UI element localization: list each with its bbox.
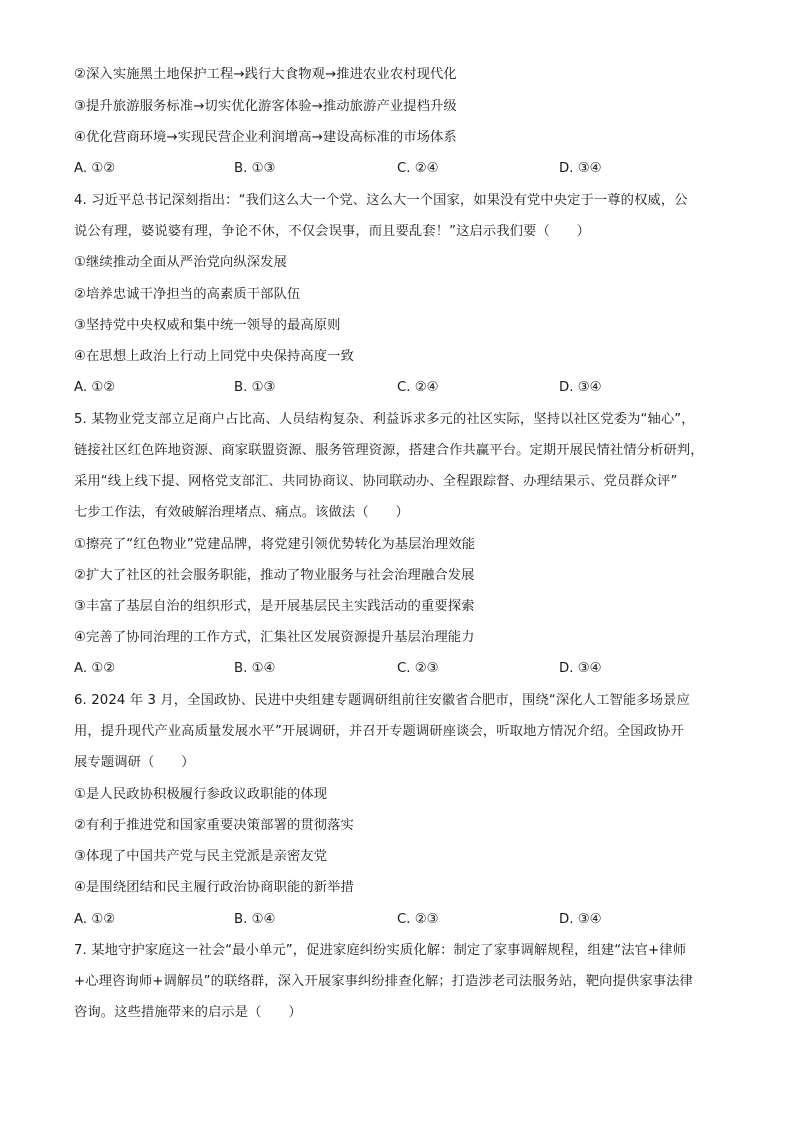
q6-option-1: ①是人民政协积极履行参政议政职能的体现 — [74, 787, 328, 802]
q3-choice-c: C. ②④ — [397, 161, 439, 176]
q4-choice-a: A. ①② — [74, 380, 116, 395]
q5-option-1: ①擦亮了“红色物业”党建品牌，将党建引领优势转化为基层治理效能 — [74, 537, 476, 552]
q5-stem-line-1: 5. 某物业党支部立足商户占比高、人员结构复杂、利益诉求多元的社区实际，坚持以社区党委为“轴心”， — [74, 412, 695, 427]
q5-option-4: ④完善了协同治理的工作方式，汇集社区发展资源提升基层治理能力 — [74, 630, 475, 645]
q5-choice-d: D. ③④ — [559, 661, 602, 676]
q4-choice-c: C. ②④ — [397, 380, 439, 395]
q5-option-2: ②扩大了社区的社会服务职能，推动了物业服务与社会治理融合发展 — [74, 568, 475, 583]
q5-stem-line-2: 链接社区红色阵地资源、商家联盟资源、服务管理资源，搭建合作共赢平台。定期开展民情社情分析研判， — [74, 443, 704, 458]
q4-option-2: ②培养忠诚干净担当的高素质干部队伍 — [74, 287, 301, 302]
q6-choice-d: D. ③④ — [559, 912, 602, 927]
q4-choice-d: D. ③④ — [559, 380, 602, 395]
q6-choice-a: A. ①② — [74, 912, 116, 927]
q4-option-3: ③坚持党中央权威和集中统一领导的最高原则 — [74, 318, 341, 333]
q5-choice-b: B. ①④ — [234, 661, 276, 676]
q4-choice-b: B. ①③ — [234, 380, 276, 395]
q4-option-1: ①继续推动全面从严治党向纵深发展 — [74, 255, 287, 270]
q4-stem-line-2: 说公有理，婆说婆有理，争论不休，不仅会误事，而且要乱套！”这启示我们要（ ） — [74, 224, 591, 239]
q6-option-4: ④是围绕团结和民主履行政治协商职能的新举措 — [74, 880, 354, 895]
q5-option-3: ③丰富了基层自治的组织形式，是开展基层民主实践活动的重要探索 — [74, 599, 475, 614]
q3-choice-a: A. ①② — [74, 161, 116, 176]
q4-answer-choices — [74, 379, 634, 397]
q6-answer-choices — [74, 911, 634, 929]
q3-option-2: ②深入实施黑土地保护工程→践行大食物观→推进农业农村现代化 — [74, 67, 457, 82]
q6-choice-b: B. ①④ — [234, 912, 276, 927]
q5-stem-line-3: 采用“线上线下提、网格党支部汇、共同协商议、协同联动办、全程跟踪督、办理结果示、党员群众评” — [74, 474, 678, 489]
q7-stem-line-1: 7. 某地守护家庭这一社会“最小单元”，促进家庭纠纷实质化解：制定了家事调解规程，组建“法官+律师 — [74, 943, 687, 958]
q7-stem-line-3: 咨询。这些措施带来的启示是（ ） — [74, 1005, 302, 1020]
q6-stem-line-2: 用，提升现代产业高质量发展水平”开展调研，并召开专题调研座谈会，听取地方情况介绍。全国政协开 — [74, 724, 684, 739]
q5-answer-choices — [74, 660, 634, 678]
q5-choice-a: A. ①② — [74, 661, 116, 676]
q4-option-4: ④在思想上政治上行动上同党中央保持高度一致 — [74, 349, 354, 364]
q4-stem-line-1: 4. 习近平总书记深刻指出：“我们这么大一个党、这么大一个国家，如果没有党中央定于一尊的权威，公 — [74, 193, 688, 208]
q6-choice-c: C. ②③ — [397, 912, 439, 927]
q7-stem-line-2: +心理咨询师+调解员”的联络群，深入开展家事纠纷排查化解；打造涉老司法服务站，靶向提供家事法律 — [74, 974, 693, 989]
q5-stem-line-4: 七步工作法，有效破解治理堵点、痛点。该做法（ ） — [74, 505, 409, 520]
q6-stem-line-1: 6. 2024 年 3 月，全国政协、民进中央组建专题调研组前往安徽省合肥市，围绕“深化人工智能多场景应 — [74, 693, 690, 708]
q3-choice-b: B. ①③ — [234, 161, 276, 176]
q6-option-2: ②有利于推进党和国家重要决策部署的贯彻落实 — [74, 818, 354, 833]
q6-stem-line-3: 展专题调研（ ） — [74, 755, 195, 770]
q3-answer-choices — [74, 160, 634, 178]
q5-choice-c: C. ②③ — [397, 661, 439, 676]
q6-option-3: ③体现了中国共产党与民主党派是亲密友党 — [74, 849, 328, 864]
q3-choice-d: D. ③④ — [559, 161, 602, 176]
q3-option-4: ④优化营商环境→实现民营企业利润增高→建设高标准的市场体系 — [74, 130, 457, 145]
q3-option-3: ③提升旅游服务标准→切实优化游客体验→推动旅游产业提档升级 — [74, 99, 457, 114]
